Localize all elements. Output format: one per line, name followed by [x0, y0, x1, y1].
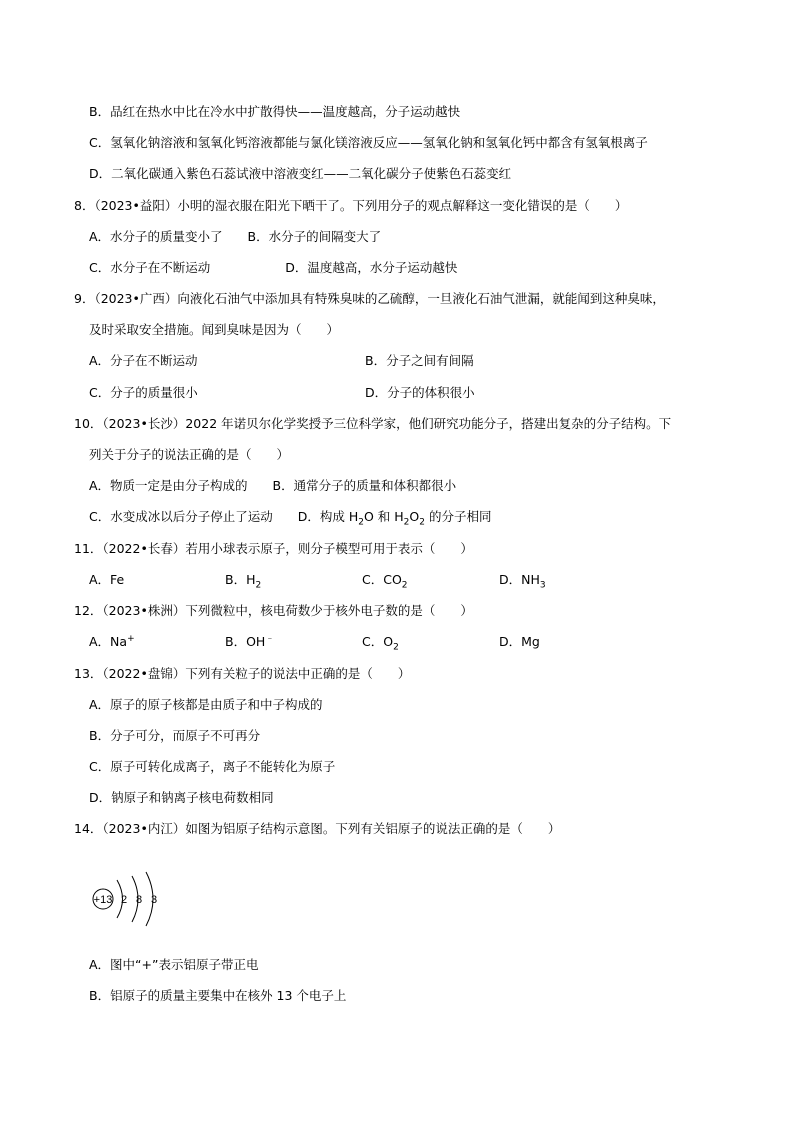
q9-option-a: A．分子在不断运动 — [89, 353, 198, 368]
question-11: 11．（2022•长春）若用小球表示原子，则分子模型可用于表示（ ） — [74, 541, 473, 556]
q7-option-d: D．二氧化碳通入紫色石蕊试液中溶液变红——二氧化碳分子使紫色石蕊变红 — [89, 166, 512, 181]
question-14: 14．（2023•内江）如图为铝原子结构示意图。下列有关铝原子的说法正确的是（ ） — [74, 821, 561, 836]
q12-option-b: B．OH﹣ — [225, 633, 275, 649]
q10-cd-suffix: 的分子相同 — [424, 509, 492, 524]
aluminum-atom-structure-diagram — [88, 868, 178, 930]
question-9-cont: 及时采取安全措施。闻到臭味是因为（ ） — [89, 322, 340, 337]
q11-option-d: D．$NH_3$ — [499, 572, 546, 591]
shell-1-count: 2 — [120, 894, 128, 906]
q12-option-a: A．Na+ — [89, 633, 135, 649]
q12-option-d: D．Mg — [499, 634, 540, 649]
q10-cd-mid: O 和 H — [363, 509, 404, 524]
q13-option-a: A．原子的原子核都是由质子和中子构成的 — [89, 697, 323, 712]
q10-options-cd — [89, 509, 492, 528]
q11-option-a: A．Fe — [89, 572, 125, 587]
question-12: 12．（2023•株洲）下列微粒中，核电荷数少于核外电子数的是（ ） — [74, 603, 473, 618]
shell-3-count: 3 — [150, 894, 158, 906]
q7-option-c: C．氢氧化钠溶液和氢氧化钙溶液都能与氯化镁溶液反应——氢氧化钠和氢氧化钙中都含有氢氧根离子 — [89, 135, 648, 150]
q7-option-b: B．品红在热水中比在冷水中扩散得快——温度越高，分子运动越快 — [89, 104, 461, 119]
q10-options-ab: A．物质一定是由分子构成的 B．通常分子的质量和体积都很小 — [89, 478, 457, 493]
question-10-cont: 列关于分子的说法正确的是（ ） — [89, 447, 290, 462]
q9-option-b: B．分子之间有间隔 — [365, 353, 474, 368]
shell-2-count: 8 — [135, 894, 143, 906]
q14-option-a: A．图中“+”表示铝原子带正电 — [89, 957, 259, 972]
q13-option-c: C．原子可转化成离子，离子不能转化为原子 — [89, 759, 336, 774]
question-8: 8．（2023•益阳）小明的湿衣服在阳光下晒干了。下列用分子的观点解释这一变化错误的是（ ） — [74, 198, 628, 213]
q14-option-b: B．铝原子的质量主要集中在核外 13 个电子上 — [89, 988, 347, 1003]
question-9: 9．（2023•广西）向液化石油气中添加具有特殊臭味的乙硫醇，一旦液化石油气泄漏，就能闻到这种臭味， — [74, 291, 665, 306]
question-10: 10．（2023•长沙）2022 年诺贝尔化学奖授予三位科学家，他们研究功能分子，搭建出复杂的分子结构。下 — [74, 416, 672, 431]
q9-option-c: C．分子的质量很小 — [89, 385, 198, 400]
q13-option-b: B．分子可分，而原子不可再分 — [89, 728, 261, 743]
nucleus-charge-label: +13 — [93, 894, 113, 906]
question-13: 13．（2022•盘锦）下列有关粒子的说法中正确的是（ ） — [74, 666, 411, 681]
q8-options-cd: C．水分子在不断运动 D．温度越高，水分子运动越快 — [89, 260, 458, 275]
q9-option-d: D．分子的体积很小 — [365, 385, 475, 400]
q10-sub-1: 2 — [358, 517, 364, 528]
q12-option-c: C．$O_2$ — [362, 634, 399, 653]
q11-option-b: B．$H_2$ — [225, 572, 262, 591]
q10-sub-2: 2 — [403, 517, 410, 528]
q8-options-ab: A．水分子的质量变小了 B．水分子的间隔变大了 — [89, 229, 382, 244]
q10-sub-3: 2 — [419, 517, 425, 528]
q11-option-c: C．$CO_2$ — [362, 572, 408, 591]
q10-cd-mid2: O — [409, 509, 420, 524]
q10-cd-prefix: C．水变成冰以后分子停止了运动 D．构成 H — [89, 509, 359, 524]
q13-option-d: D．钠原子和钠离子核电荷数相同 — [89, 790, 274, 805]
